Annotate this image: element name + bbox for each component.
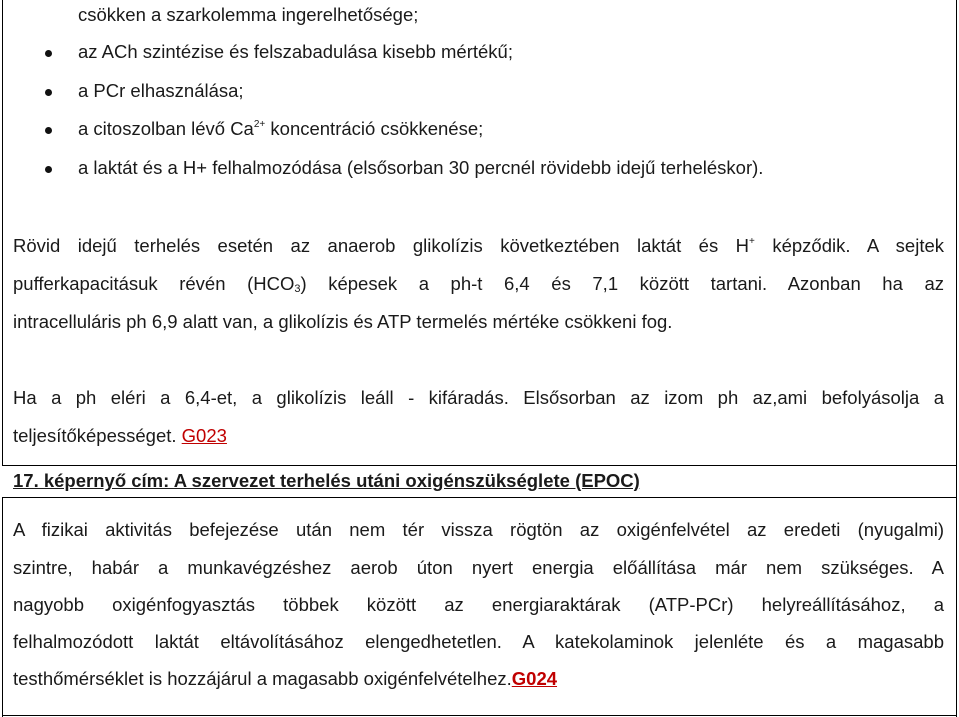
list-item-text: csökken a szarkolemma ingerelhetősége; bbox=[78, 4, 419, 25]
paragraph2-line2: teljesítőképességet. G023 bbox=[13, 425, 227, 446]
list-item-text: a laktát és a H+ felhalmozódása (elsősorban 30 percnél rövidebb idejű terheléskor). bbox=[78, 157, 764, 178]
bullet-dot-icon bbox=[45, 127, 52, 134]
list-item-text: az ACh szintézise és felszabadulása kisebb mértékű; bbox=[78, 41, 513, 62]
paragraph3-line1: A fizikai aktivitás befejezése után nem tér vissza rögtön az oxigénfelvétel az eredeti (nyugalmi) bbox=[13, 519, 944, 540]
reference-code-link[interactable]: G024 bbox=[511, 668, 558, 689]
reference-code-link[interactable]: G023 bbox=[181, 425, 227, 446]
bullet-dot-icon bbox=[45, 166, 52, 173]
paragraph2-line1: Ha a ph eléri a 6,4-et, a glikolízis leáll - kifáradás. Elsősorban az izom ph az,ami befolyásolja a bbox=[13, 387, 944, 408]
list-item-text: a citoszolban lévő $Ca^{2+}$ koncentráció csökkenése; bbox=[78, 118, 484, 139]
bullet-dot-icon bbox=[45, 50, 52, 57]
frame-border-left-lower bbox=[2, 497, 3, 717]
bullet-dot-icon bbox=[45, 89, 52, 96]
paragraph1-line2: pufferkapacitásuk révén $(HCO_3)$ képesek a ph-t 6,4 és 7,1 között tartani. Azonban ha az bbox=[13, 273, 944, 295]
paragraph1-line3: intracelluláris ph 6,9 alatt van, a glikolízis és ATP termelés mértéke csökkeni fog. bbox=[13, 311, 673, 332]
list-item-text: a PCr elhasználása; bbox=[78, 80, 244, 101]
screen-heading: 17. képernyő cím: A szervezet terhelés utáni oxigénszükséglete (EPOC) bbox=[13, 470, 640, 491]
frame-border-bottom bbox=[2, 715, 957, 716]
frame-border-left bbox=[2, 0, 3, 465]
paragraph1-line1: Rövid idejű terhelés esetén az anaerob glikolízis következtében laktát és H+ képződik. A sejtek bbox=[13, 235, 945, 256]
paragraph3-line2: szintre, habár a munkavégzéshez aerob úton nyert energia előállítása már nem szükséges. A bbox=[13, 557, 944, 578]
frame-border-right bbox=[956, 0, 957, 717]
frame-border-heading-bottom bbox=[2, 497, 957, 498]
paragraph3-line5: testhőmérséklet is hozzájárul a magasabb oxigénfelvételhez.G024 bbox=[13, 668, 558, 689]
frame-border-heading-top bbox=[2, 465, 957, 466]
paragraph3-line4: felhalmozódott laktát eltávolításához elengedhetetlen. A katekolaminok jelenléte és a magasabb bbox=[13, 631, 944, 652]
paragraph3-line3: nagyobb oxigénfogyasztás többek között az energiaraktárak (ATP-PCr) helyreállításához, a bbox=[13, 594, 944, 615]
